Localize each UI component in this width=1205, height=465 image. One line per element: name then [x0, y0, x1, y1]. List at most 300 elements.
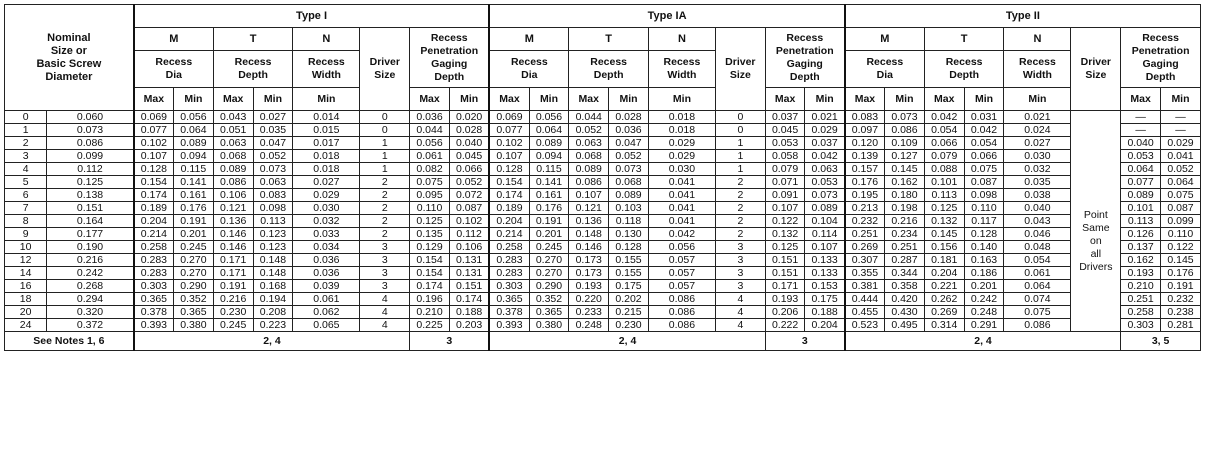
type-ii-m-max-cell: 0.455 [845, 306, 885, 319]
type-ii-recess-pen-line-3: Gaging [1142, 57, 1179, 70]
type-ia-m-min-cell: 0.201 [529, 228, 569, 241]
type-ii-recess-width-header [1004, 51, 1071, 88]
type-ii-recess-dia-line-2: Dia [876, 69, 893, 81]
type-ia-pen-min-cell: 0.204 [805, 319, 845, 332]
type-ii-recess-dia-header [845, 51, 925, 88]
type-ia-pen-min-cell: 0.133 [805, 254, 845, 267]
type-i-driver-size-cell: 3 [360, 241, 410, 254]
nominal-line-2: Size or [50, 44, 87, 57]
type-i-driver-size-cell: 0 [360, 111, 410, 124]
type-i-m-max-cell: 0.303 [134, 280, 174, 293]
type-ii-t-max-cell: 0.079 [924, 150, 964, 163]
type-ia-driver-size-cell: 1 [716, 137, 766, 150]
type-ii-recess-width-line-2: Width [1022, 69, 1052, 81]
type-i-t-min-cell: 0.208 [253, 306, 293, 319]
type-ii-driver-line-1: Driver [1080, 56, 1112, 68]
type-ii-t-min-cell: 0.054 [964, 137, 1004, 150]
type-ii-pen-max-cell: 0.101 [1121, 202, 1161, 215]
type-ii-pen-min-header: Min [1160, 88, 1200, 111]
table-row [5, 202, 1201, 215]
type-ia-recess-pen-line-1: Recess [786, 31, 824, 44]
type-i-driver-size-cell: 4 [360, 319, 410, 332]
type-ii-m-min-cell: 0.180 [885, 189, 925, 202]
type-ia-recess-pen-line-3: Gaging [786, 57, 823, 70]
type-ii-pen-max-cell: — [1121, 111, 1161, 124]
type-ia-pen-max-cell: 0.171 [765, 280, 805, 293]
type-ia-n-min-cell: 0.042 [648, 228, 715, 241]
type-ii-m-max-cell: 0.251 [845, 228, 885, 241]
nominal-size-cell: 14 [5, 267, 47, 280]
type-i-m-max-cell: 0.154 [134, 176, 174, 189]
type-i-pen-max-cell: 0.056 [410, 137, 450, 150]
type-i-recess-penetration-header [410, 28, 490, 88]
type-i-pen-max-cell: 0.135 [410, 228, 450, 241]
type-ii-pen-min-cell: 0.191 [1160, 280, 1200, 293]
type-ia-n-min-header: Min [648, 88, 715, 111]
type-ii-pen-max-cell: 0.137 [1121, 241, 1161, 254]
type-ii-driver-size-header [1071, 28, 1121, 111]
type-i-pen-min-cell: 0.151 [449, 280, 489, 293]
type-ii-m-min-cell: 0.234 [885, 228, 925, 241]
type-ia-n-min-cell: 0.086 [648, 306, 715, 319]
type-ia-pen-max-cell: 0.151 [765, 267, 805, 280]
type-i-driver-size-cell: 3 [360, 267, 410, 280]
type-i-m-max-cell: 0.128 [134, 163, 174, 176]
type-i-recess-dia-header [134, 51, 214, 88]
type-ii-recess-depth-line-1: Recess [945, 56, 983, 68]
driver-note-line-4: all [1090, 247, 1102, 260]
type-ia-pen-max-cell: 0.053 [765, 137, 805, 150]
type-i-t-max-cell: 0.121 [213, 202, 253, 215]
type-ia-pen-max-cell: 0.193 [765, 293, 805, 306]
type-ia-m-min-cell: 0.380 [529, 319, 569, 332]
type-ia-pen-max-cell: 0.206 [765, 306, 805, 319]
type-ia-pen-max-cell: 0.071 [765, 176, 805, 189]
type-ia-driver-size-cell: 3 [716, 241, 766, 254]
type-ii-t-min-header: Min [964, 88, 1004, 111]
type-i-m-min-cell: 0.270 [174, 254, 214, 267]
type-i-t-min-cell: 0.035 [253, 124, 293, 137]
type-i-t-max-cell: 0.043 [213, 111, 253, 124]
type-i-t-max-cell: 0.051 [213, 124, 253, 137]
basic-diameter-cell: 0.372 [47, 319, 134, 332]
type-i-pen-max-cell: 0.036 [410, 111, 450, 124]
type-ia-m-max-header: Max [489, 88, 529, 111]
type-ii-n-min-cell: 0.046 [1004, 228, 1071, 241]
type-i-pen-max-cell: 0.174 [410, 280, 450, 293]
type-ia-m-max-cell: 0.077 [489, 124, 529, 137]
type-ia-m-min-cell: 0.270 [529, 267, 569, 280]
type-ii-t-min-cell: 0.186 [964, 267, 1004, 280]
type-ia-t-min-cell: 0.215 [609, 306, 649, 319]
type-ia-m-max-cell: 0.283 [489, 254, 529, 267]
type-ia-t-min-cell: 0.155 [609, 267, 649, 280]
type-i-t-min-header: Min [253, 88, 293, 111]
type-ia-m-max-cell: 0.204 [489, 215, 529, 228]
type-i-m-max-cell: 0.214 [134, 228, 174, 241]
type-i-m-max-cell: 0.204 [134, 215, 174, 228]
type-ii-t-max-cell: 0.181 [924, 254, 964, 267]
type-ia-pen-min-cell: 0.042 [805, 150, 845, 163]
type-ia-m-min-header: Min [529, 88, 569, 111]
type-ia-n-min-cell: 0.041 [648, 189, 715, 202]
type-i-n-min-cell: 0.034 [293, 241, 360, 254]
nominal-size-cell: 4 [5, 163, 47, 176]
type-ii-m-min-cell: 0.420 [885, 293, 925, 306]
table-row [5, 306, 1201, 319]
nominal-size-cell: 5 [5, 176, 47, 189]
type-i-n-min-cell: 0.027 [293, 176, 360, 189]
type-i-pen-min-cell: 0.102 [449, 215, 489, 228]
type-ia-n-min-cell: 0.057 [648, 280, 715, 293]
type-i-t-max-header: Max [213, 88, 253, 111]
type-i-t-max-cell: 0.063 [213, 137, 253, 150]
recess-dimensions-table [4, 4, 1201, 351]
type-ia-t-max-cell: 0.089 [569, 163, 609, 176]
type-i-t-min-cell: 0.083 [253, 189, 293, 202]
type-i-m-max-cell: 0.102 [134, 137, 174, 150]
type-ia-driver-size-cell: 2 [716, 176, 766, 189]
type-i-m-min-cell: 0.115 [174, 163, 214, 176]
type-ii-n-min-cell: 0.086 [1004, 319, 1071, 332]
type-ia-m-min-cell: 0.064 [529, 124, 569, 137]
type-ia-m-min-cell: 0.245 [529, 241, 569, 254]
type-ia-n-min-cell: 0.086 [648, 293, 715, 306]
type-ii-t-min-cell: 0.066 [964, 150, 1004, 163]
type-i-n-min-cell: 0.018 [293, 150, 360, 163]
type-ii-m-min-header: Min [885, 88, 925, 111]
basic-diameter-cell: 0.086 [47, 137, 134, 150]
type-ii-t-max-cell: 0.145 [924, 228, 964, 241]
type-i-pen-min-cell: 0.112 [449, 228, 489, 241]
type-ii-m-max-cell: 0.444 [845, 293, 885, 306]
type-ia-recess-dia-line-2: Dia [521, 69, 538, 81]
nominal-size-cell: 7 [5, 202, 47, 215]
type-i-n-min-cell: 0.018 [293, 163, 360, 176]
type-ia-recess-depth-line-2: Depth [593, 69, 624, 81]
type-ia-n-min-cell: 0.029 [648, 150, 715, 163]
type-i-pen-max-cell: 0.061 [410, 150, 450, 163]
type-ia-driver-size-cell: 3 [716, 280, 766, 293]
type-ia-t-min-cell: 0.028 [609, 111, 649, 124]
type-ii-pen-min-cell: 0.145 [1160, 254, 1200, 267]
type-ii-n-min-cell: 0.075 [1004, 306, 1071, 319]
type-i-m-min-cell: 0.161 [174, 189, 214, 202]
table-row [5, 254, 1201, 267]
type-ia-recess-pen-line-2: Penetration [775, 44, 834, 57]
type-ia-pen-min-cell: 0.037 [805, 137, 845, 150]
type-i-driver-size-cell: 2 [360, 189, 410, 202]
type-ia-t-min-cell: 0.103 [609, 202, 649, 215]
type-ii-n-min-cell: 0.030 [1004, 150, 1071, 163]
nominal-line-3: Basic Screw [36, 57, 102, 70]
type-i-t-min-cell: 0.098 [253, 202, 293, 215]
type-ia-driver-size-cell: 3 [716, 267, 766, 280]
type-i-t-max-cell: 0.136 [213, 215, 253, 228]
type-ii-pen-min-cell: 0.281 [1160, 319, 1200, 332]
nominal-line-1: Nominal [47, 31, 91, 44]
type-i-pen-min-cell: 0.087 [449, 202, 489, 215]
type-i-m-min-cell: 0.245 [174, 241, 214, 254]
type-ii-t-max-cell: 0.132 [924, 215, 964, 228]
type-ii-m-min-cell: 0.086 [885, 124, 925, 137]
type-ia-m-header: M [489, 28, 569, 51]
nominal-size-cell: 2 [5, 137, 47, 150]
type-ia-t-min-cell: 0.052 [609, 150, 649, 163]
type-ii-t-max-cell: 0.156 [924, 241, 964, 254]
type-ii-pen-min-cell: 0.075 [1160, 189, 1200, 202]
nominal-size-cell: 6 [5, 189, 47, 202]
type-i-driver-size-cell: 2 [360, 176, 410, 189]
nominal-size-cell: 24 [5, 319, 47, 332]
type-ii-pen-max-cell: 0.210 [1121, 280, 1161, 293]
type-ii-m-min-cell: 0.145 [885, 163, 925, 176]
type-ia-m-min-cell: 0.352 [529, 293, 569, 306]
type-i-m-max-cell: 0.077 [134, 124, 174, 137]
type-ii-pen-max-cell: 0.064 [1121, 163, 1161, 176]
driver-note-line-2: Same [1082, 221, 1110, 234]
type-i-pen-max-cell: 0.110 [410, 202, 450, 215]
type-i-recess-depth-line-1: Recess [234, 56, 272, 68]
nominal-size-cell: 16 [5, 280, 47, 293]
nominal-size-cell: 18 [5, 293, 47, 306]
type-ia-pen-max-cell: 0.058 [765, 150, 805, 163]
type-i-n-min-cell: 0.029 [293, 189, 360, 202]
type-i-t-min-cell: 0.052 [253, 150, 293, 163]
type-ii-t-max-cell: 0.262 [924, 293, 964, 306]
type-ii-m-min-cell: 0.198 [885, 202, 925, 215]
type-ia-n-min-cell: 0.030 [648, 163, 715, 176]
type-ii-m-max-cell: 0.523 [845, 319, 885, 332]
type-ia-pen-max-cell: 0.079 [765, 163, 805, 176]
type-ia-pen-min-cell: 0.188 [805, 306, 845, 319]
nominal-size-cell: 12 [5, 254, 47, 267]
type-ii-recess-pen-line-2: Penetration [1131, 44, 1190, 57]
type-ia-driver-line-2: Size [729, 69, 751, 81]
type-i-m-max-cell: 0.189 [134, 202, 174, 215]
type-ii-pen-max-cell: 0.053 [1121, 150, 1161, 163]
type-ia-t-min-header: Min [609, 88, 649, 111]
basic-diameter-cell: 0.177 [47, 228, 134, 241]
type-ia-t-max-cell: 0.146 [569, 241, 609, 254]
type-ia-m-min-cell: 0.270 [529, 254, 569, 267]
type-i-t-min-cell: 0.223 [253, 319, 293, 332]
type-i-driver-size-cell: 0 [360, 124, 410, 137]
type-i-t-min-cell: 0.113 [253, 215, 293, 228]
type-ia-m-max-cell: 0.174 [489, 189, 529, 202]
type-i-t-min-cell: 0.073 [253, 163, 293, 176]
table-row [5, 228, 1201, 241]
type-ii-pen-min-cell: — [1160, 111, 1200, 124]
type-ia-driver-size-cell: 4 [716, 319, 766, 332]
basic-diameter-cell: 0.216 [47, 254, 134, 267]
type-i-m-max-cell: 0.174 [134, 189, 174, 202]
type-ia-driver-size-header [716, 28, 766, 111]
type-ia-m-min-cell: 0.176 [529, 202, 569, 215]
type-ia-pen-min-cell: 0.063 [805, 163, 845, 176]
type-i-pen-min-cell: 0.188 [449, 306, 489, 319]
table-row [5, 111, 1201, 124]
type-ia-t-max-cell: 0.173 [569, 267, 609, 280]
type-ii-t-max-cell: 0.088 [924, 163, 964, 176]
type-ii-m-max-cell: 0.176 [845, 176, 885, 189]
type-ii-driver-line-2: Size [1085, 69, 1107, 81]
type-i-t-max-cell: 0.089 [213, 163, 253, 176]
type-i-driver-size-header [360, 28, 410, 111]
type-ia-pen-min-cell: 0.021 [805, 111, 845, 124]
type-ia-driver-size-cell: 2 [716, 215, 766, 228]
type-ia-pen-max-cell: 0.222 [765, 319, 805, 332]
basic-diameter-cell: 0.073 [47, 124, 134, 137]
type-ia-n-min-cell: 0.057 [648, 267, 715, 280]
type-i-pen-min-header: Min [449, 88, 489, 111]
type-ii-m-min-cell: 0.358 [885, 280, 925, 293]
basic-diameter-cell: 0.190 [47, 241, 134, 254]
type-i-recess-depth-line-2: Depth [238, 69, 268, 81]
type-ii-n-min-cell: 0.040 [1004, 202, 1071, 215]
table-row [5, 215, 1201, 228]
table-row [5, 241, 1201, 254]
type-ii-n-min-cell: 0.064 [1004, 280, 1071, 293]
nominal-size-cell: 1 [5, 124, 47, 137]
type-ii-t-min-cell: 0.042 [964, 124, 1004, 137]
type-ia-recess-width-line-1: Recess [663, 56, 701, 68]
type-ii-m-max-cell: 0.381 [845, 280, 885, 293]
type-ii-m-min-cell: 0.109 [885, 137, 925, 150]
type-ii-m-max-header: Max [845, 88, 885, 111]
type-ii-pen-max-cell: 0.303 [1121, 319, 1161, 332]
type-i-driver-size-cell: 1 [360, 163, 410, 176]
type-ii-pen-min-cell: 0.029 [1160, 137, 1200, 150]
type-i-driver-size-cell: 4 [360, 306, 410, 319]
nominal-size-cell: 3 [5, 150, 47, 163]
type-ia-m-max-cell: 0.107 [489, 150, 529, 163]
type-ia-recess-dia-header [489, 51, 569, 88]
type-i-driver-size-cell: 1 [360, 150, 410, 163]
type-ia-n-min-cell: 0.029 [648, 137, 715, 150]
type-i-header: Type I [134, 5, 490, 28]
type-ii-recess-depth-line-2: Depth [949, 69, 979, 81]
type-i-t-max-cell: 0.171 [213, 254, 253, 267]
type-i-m-max-header: Max [134, 88, 174, 111]
type-i-pen-min-cell: 0.174 [449, 293, 489, 306]
type-ii-pen-min-cell: 0.087 [1160, 202, 1200, 215]
type-ia-pen-max-cell: 0.122 [765, 215, 805, 228]
nominal-size-cell: 10 [5, 241, 47, 254]
nominal-size-header [5, 5, 134, 111]
type-i-driver-line-2: Size [374, 69, 396, 81]
type-ii-m-min-cell: 0.344 [885, 267, 925, 280]
type-i-m-min-cell: 0.270 [174, 267, 214, 280]
type-i-t-max-cell: 0.171 [213, 267, 253, 280]
type-ia-m-max-cell: 0.303 [489, 280, 529, 293]
type-ia-t-max-cell: 0.148 [569, 228, 609, 241]
type-ii-t-max-cell: 0.314 [924, 319, 964, 332]
type-i-recess-pen-line-1: Recess [430, 31, 468, 44]
type-ii-t-max-header: Max [924, 88, 964, 111]
type-ia-t-min-cell: 0.073 [609, 163, 649, 176]
type-i-t-min-cell: 0.027 [253, 111, 293, 124]
type-ia-pen-notes: 3 [765, 332, 845, 351]
type-ii-pen-min-cell: 0.176 [1160, 267, 1200, 280]
type-ia-pen-min-cell: 0.153 [805, 280, 845, 293]
type-ia-m-max-cell: 0.154 [489, 176, 529, 189]
type-i-t-min-cell: 0.063 [253, 176, 293, 189]
type-ii-t-max-cell: 0.269 [924, 306, 964, 319]
type-ii-m-max-cell: 0.307 [845, 254, 885, 267]
type-ia-t-min-cell: 0.202 [609, 293, 649, 306]
type-ia-t-max-cell: 0.136 [569, 215, 609, 228]
type-i-driver-size-cell: 3 [360, 254, 410, 267]
type-ia-m-max-cell: 0.258 [489, 241, 529, 254]
table-row [5, 163, 1201, 176]
see-notes-label: See Notes 1, 6 [5, 332, 134, 351]
type-ii-t-max-cell: 0.101 [924, 176, 964, 189]
driver-note-line-3: on [1090, 234, 1102, 247]
type-i-m-max-cell: 0.393 [134, 319, 174, 332]
type-ia-t-max-cell: 0.086 [569, 176, 609, 189]
type-ia-driver-size-cell: 1 [716, 150, 766, 163]
type-i-m-min-header: Min [174, 88, 214, 111]
type-ia-driver-size-cell: 2 [716, 228, 766, 241]
type-ia-t-max-cell: 0.107 [569, 189, 609, 202]
type-i-pen-max-cell: 0.044 [410, 124, 450, 137]
type-i-recess-pen-line-4: Depth [434, 70, 465, 83]
type-i-recess-width-line-1: Recess [307, 56, 345, 68]
type-ia-t-max-cell: 0.068 [569, 150, 609, 163]
type-ia-header: Type IA [489, 5, 844, 28]
table-row [5, 137, 1201, 150]
basic-diameter-cell: 0.060 [47, 111, 134, 124]
basic-diameter-cell: 0.320 [47, 306, 134, 319]
type-ii-pen-min-cell: 0.110 [1160, 228, 1200, 241]
type-ia-driver-size-cell: 0 [716, 111, 766, 124]
type-i-t-max-cell: 0.146 [213, 228, 253, 241]
type-ii-recess-width-line-1: Recess [1019, 56, 1056, 68]
type-ii-n-min-cell: 0.038 [1004, 189, 1071, 202]
type-ia-recess-pen-line-4: Depth [789, 70, 820, 83]
type-i-m-min-cell: 0.201 [174, 228, 214, 241]
type-i-m-min-cell: 0.141 [174, 176, 214, 189]
type-i-m-max-cell: 0.107 [134, 150, 174, 163]
type-ii-recess-penetration-header [1121, 28, 1201, 88]
type-ia-t-max-cell: 0.220 [569, 293, 609, 306]
type-ia-pen-min-cell: 0.053 [805, 176, 845, 189]
type-i-pen-max-cell: 0.196 [410, 293, 450, 306]
type-ia-n-header: N [648, 28, 715, 51]
type-ii-m-min-cell: 0.073 [885, 111, 925, 124]
type-ia-dims-notes: 2, 4 [489, 332, 765, 351]
type-ia-t-min-cell: 0.068 [609, 176, 649, 189]
type-i-m-min-cell: 0.094 [174, 150, 214, 163]
type-i-m-min-cell: 0.352 [174, 293, 214, 306]
type-ia-driver-line-1: Driver [725, 56, 756, 68]
type-i-t-max-cell: 0.068 [213, 150, 253, 163]
type-i-t-max-cell: 0.106 [213, 189, 253, 202]
type-i-pen-min-cell: 0.131 [449, 254, 489, 267]
type-ii-pen-max-cell: 0.040 [1121, 137, 1161, 150]
type-ia-n-min-cell: 0.041 [648, 202, 715, 215]
type-ia-pen-min-cell: 0.133 [805, 267, 845, 280]
type-ia-pen-min-cell: 0.089 [805, 202, 845, 215]
type-ii-t-min-cell: 0.110 [964, 202, 1004, 215]
type-i-t-min-cell: 0.148 [253, 267, 293, 280]
type-ia-m-min-cell: 0.141 [529, 176, 569, 189]
table-row [5, 293, 1201, 306]
type-ii-pen-min-cell: 0.238 [1160, 306, 1200, 319]
type-ii-t-max-cell: 0.042 [924, 111, 964, 124]
nominal-size-cell: 20 [5, 306, 47, 319]
